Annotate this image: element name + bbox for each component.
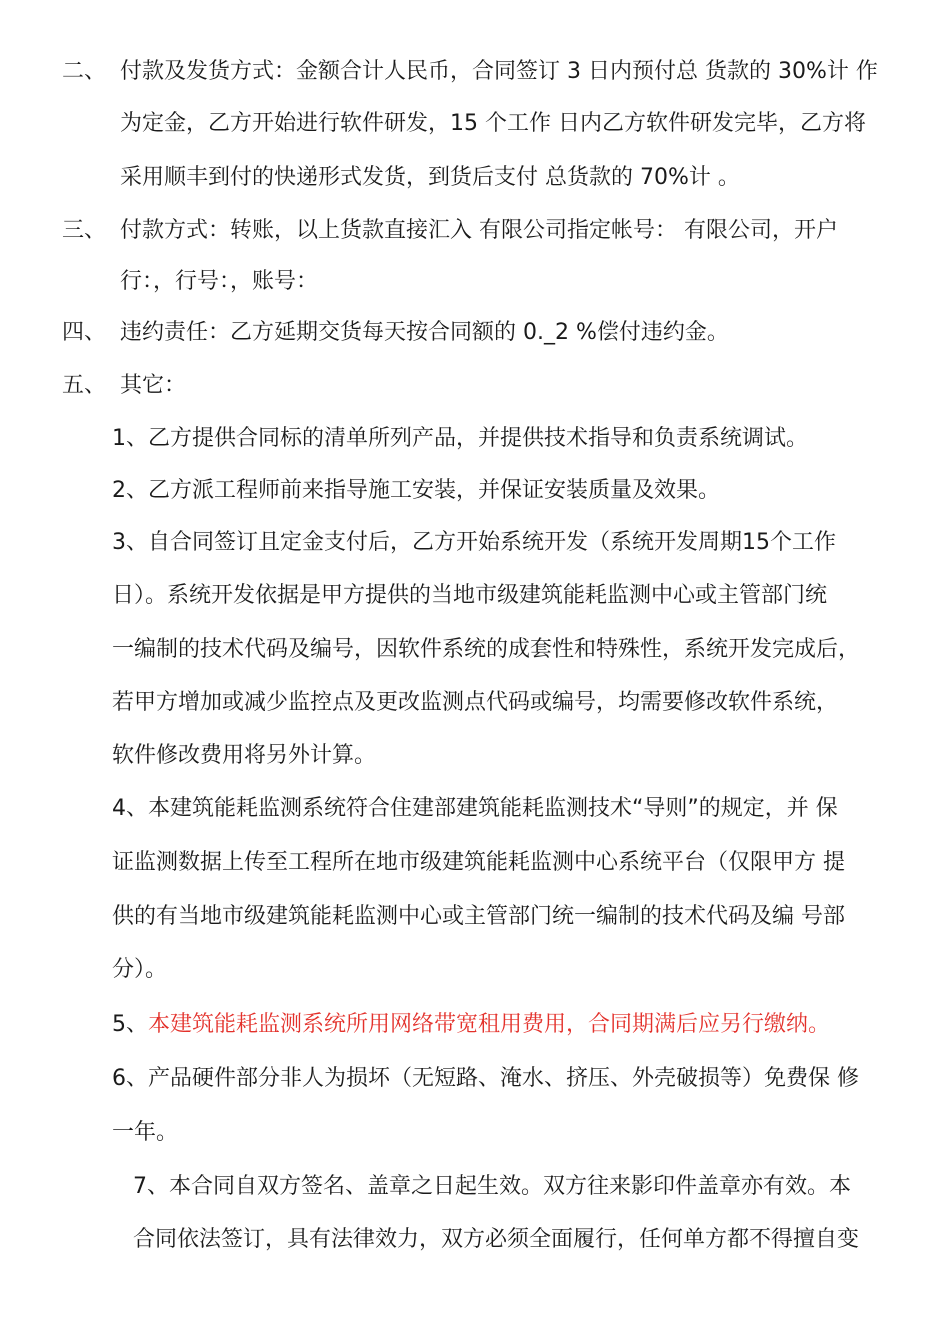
list-item: 4、本建筑能耗监测系统符合住建部建筑能耗监测技术“导则”的规定，并 保 <box>112 796 838 821</box>
list-item-line: 证监测数据上传至工程所在地市级建筑能耗监测中心系统平台（仅限甲方 提 <box>112 850 845 875</box>
paragraph-line: 付款及发货方式：金额合计人民币，合同签订 3 日内预付总 货款的 30%计 作 <box>120 59 878 84</box>
list-item: 7、本合同自双方签名、盖章之日起生效。双方往来影印件盖章亦有效。本 <box>133 1174 851 1199</box>
list-item-line: 合同依法签订，具有法律效力，双方必须全面履行，任何单方都不得擅自变 <box>133 1227 860 1252</box>
highlighted-clause: 本建筑能耗监测系统所用网络带宽租用费用，合同期满后应另行缴纳。 <box>148 1012 831 1037</box>
section-number: 五、 <box>62 373 107 398</box>
list-item-line: 分）。 <box>112 957 168 982</box>
list-item: 2、乙方派工程师前来指导施工安装，并保证安装质量及效果。 <box>112 478 720 503</box>
paragraph-line: 违约责任：乙方延期交货每天按合同额的 0._2 %偿付违约金。 <box>120 320 729 345</box>
list-item-line: 一年。 <box>112 1120 179 1145</box>
paragraph-line: 行：，行号：，账号： <box>120 269 319 294</box>
section-number: 三、 <box>62 218 107 243</box>
paragraph-line: 采用顺丰到付的快递形式发货，到货后支付 总货款的 70%计 。 <box>120 165 740 190</box>
paragraph-line: 为定金，乙方开始进行软件研发，15 个工作 日内乙方软件研发完毕，乙方将 <box>120 111 866 136</box>
list-item-line: 一编制的技术代码及编号，因软件系统的成套性和特殊性，系统开发完成后， <box>112 637 861 662</box>
list-item: 6、产品硬件部分非人为损坏（无短路、淹水、挤压、外壳破损等）免费保 修 <box>112 1066 859 1091</box>
list-item <box>112 1010 830 1040</box>
paragraph-line: 其它： <box>120 373 187 398</box>
list-item-prefix: 5、 <box>112 1012 148 1037</box>
section-number: 二、 <box>62 59 107 84</box>
paragraph-line: 付款方式：转账，以上货款直接汇入 有限公司指定帐号： 有限公司，开户 <box>120 218 838 243</box>
list-item-line: 日）。系统开发依据是甲方提供的当地市级建筑能耗监测中心或主管部门统 <box>112 583 828 608</box>
list-item-line: 软件修改费用将另外计算。 <box>112 743 377 768</box>
list-item-line: 若甲方增加或减少监控点及更改监测点代码或编号，均需要修改软件系统， <box>112 690 839 715</box>
list-item-line: 供的有当地市级建筑能耗监测中心或主管部门统一编制的技术代码及编 号部 <box>112 904 845 929</box>
list-item: 1、乙方提供合同标的清单所列产品，并提供技术指导和负责系统调试。 <box>112 426 808 451</box>
section-number: 四、 <box>62 320 107 345</box>
list-item: 3、自合同签订且定金支付后，乙方开始系统开发（系统开发周期15个工作 <box>112 530 836 555</box>
